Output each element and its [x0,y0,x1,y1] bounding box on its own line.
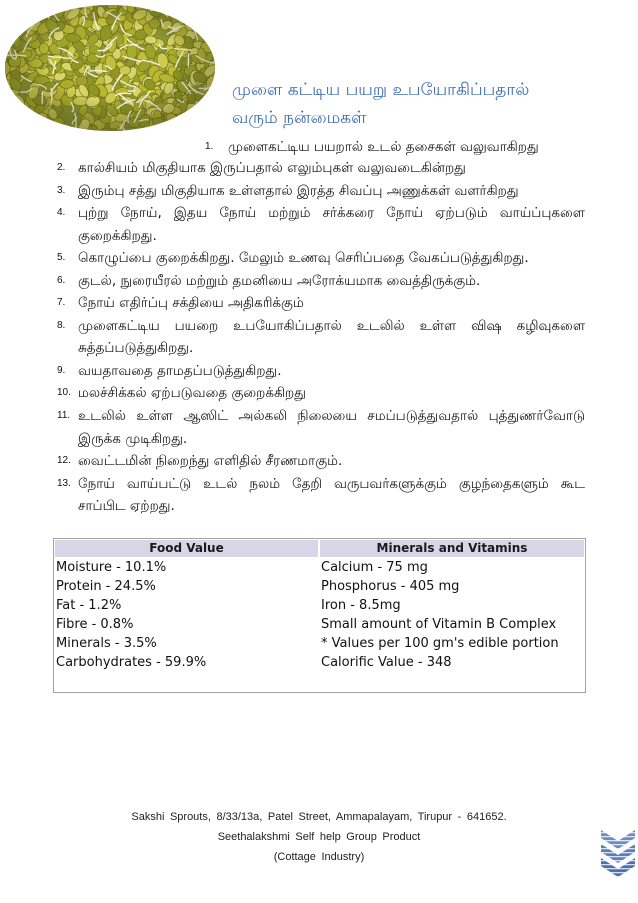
mineral-vitamin-cell: Calcium - 75 mg [321,560,428,575]
item-number: 11. [57,410,71,422]
footer-producer: Seethalakshmi Self help Group Product [217,831,421,843]
mineral-vitamin-cell: Small amount of Vitamin B Complex [321,617,557,632]
item-text: கொழுப்பை குறைக்கிறது. மேலும் உணவு செரிப்பதை வேகப்படுத்துகிறது. [78,250,529,267]
list-item [0,382,600,405]
mineral-vitamin-cell: Phosphorus - 405 mg [321,579,460,594]
header-food-value: Food Value [55,540,318,557]
benefits-list [0,137,600,518]
item-number: 8. [57,319,66,331]
item-text: மலச்சிக்கல் ஏற்படுவதை குறைக்கிறது [78,385,306,402]
item-text: வயதாவதை தாமதப்படுத்துகிறது. [78,362,282,379]
food-value-cell: Fibre - 0.8% [56,617,134,632]
item-text: இரும்பு சத்து மிகுதியாக உள்ளதால் இரத்த சிவப்பு அணுக்கள் வளர்கிறது [78,182,519,199]
list-item [0,137,600,157]
table-row [54,615,585,634]
list-item [0,202,600,247]
item-text-continued: இருக்க முடிகிறது. [78,430,188,447]
item-text: புற்று நோய், இதய நோய் மற்றும் சர்க்கரை நோய் ஏற்படும் வாய்ப்புகளை [78,205,585,222]
list-item [0,315,600,360]
item-number: 12. [57,455,71,467]
item-number: 4. [57,207,66,219]
item-text: நோய் எதிர்ப்பு சக்தியை அதிகரிக்கும் [78,295,304,312]
list-item [0,360,600,383]
list-item [0,450,600,473]
item-number: 10. [57,387,71,399]
table-row [54,577,585,596]
sprouts-bowl-photo [2,2,218,134]
footer-note: (Cottage Industry) [273,851,365,863]
item-number: 9. [57,364,66,376]
food-value-cell: Moisture - 10.1% [56,560,167,575]
mineral-vitamin-cell: Calorific Value - 348 [321,655,452,670]
item-text: நோய் வாய்பட்டு உடல் நலம் தேறி வருபவர்களுக்கும் குழந்தைகளும் கூட [78,475,585,492]
item-number: 3. [57,184,66,196]
list-item [0,247,600,270]
item-text: கால்சியம் மிகுதியாக இருப்பதால் எலும்புகள் வலுவடைகின்றது [78,160,466,176]
nutrition-table [53,538,586,693]
food-value-cell: Protein - 24.5% [56,579,156,594]
item-text: குடல், நுரையீரல் மற்றும் தமனியை அரோக்யமாக வைத்திருக்கும். [78,272,481,289]
list-item [0,405,600,450]
table-body [54,558,585,672]
header-minerals-vitamins: Minerals and Vitamins [320,540,584,557]
item-text: முளைகட்டிய பயறால் உடல் தசைகள் வலுவாகிறது [228,139,539,155]
food-value-cell: Fat - 1.2% [56,598,122,613]
item-number: 2. [57,162,66,173]
mineral-vitamin-cell: Iron - 8.5mg [321,598,401,613]
table-row [54,558,585,577]
item-number: 7. [57,297,66,309]
list-item [0,270,600,293]
item-number: 5. [57,252,66,264]
item-text-continued: சாப்பிட ஏற்றது. [78,498,175,515]
list-item [0,292,600,315]
chevron-shape [601,830,635,849]
item-text: வைட்டமின் நிறைந்து எளிதில் சீரணமாகும். [78,453,343,470]
mineral-vitamin-cell: * Values per 100 gm's edible portion [321,636,559,651]
page-title-line-2: வரும் நன்மைகள் [232,108,367,128]
list-item [0,180,600,203]
footer-address: Sakshi Sprouts, 8/33/13a, Patel Street, Ammapalayam, Tirupur - 641652. [131,811,507,823]
item-text-continued: சுத்தப்படுத்துகிறது. [78,340,194,357]
table-row [54,634,585,653]
item-text: முளைகட்டிய பயறை உபயோகிப்பதால் உடலில் உள்ள விஷ கழிவுகளை [78,317,585,334]
food-value-cell: Minerals - 3.5% [56,636,157,651]
triple-chevron-down-icon [600,828,636,878]
list-item [0,473,600,518]
item-text-continued: குறைக்கிறது. [78,227,157,244]
item-text: உடலில் உள்ள ஆஸிட் அல்கலி நிலையை சமப்படுத்துவதால் புத்துணர்வோடு [78,408,585,425]
page-title-line-1: முளை கட்டிய பயறு உபயோகிப்பதால் [232,80,530,100]
item-number: 1. [205,141,214,152]
item-number: 6. [57,274,66,286]
bowl-shading [5,5,215,131]
item-number: 13. [57,477,71,489]
table-row [54,596,585,615]
list-item [0,157,600,180]
food-value-cell: Carbohydrates - 59.9% [56,655,207,670]
sprout-tail [150,6,165,10]
table-row [54,653,585,672]
